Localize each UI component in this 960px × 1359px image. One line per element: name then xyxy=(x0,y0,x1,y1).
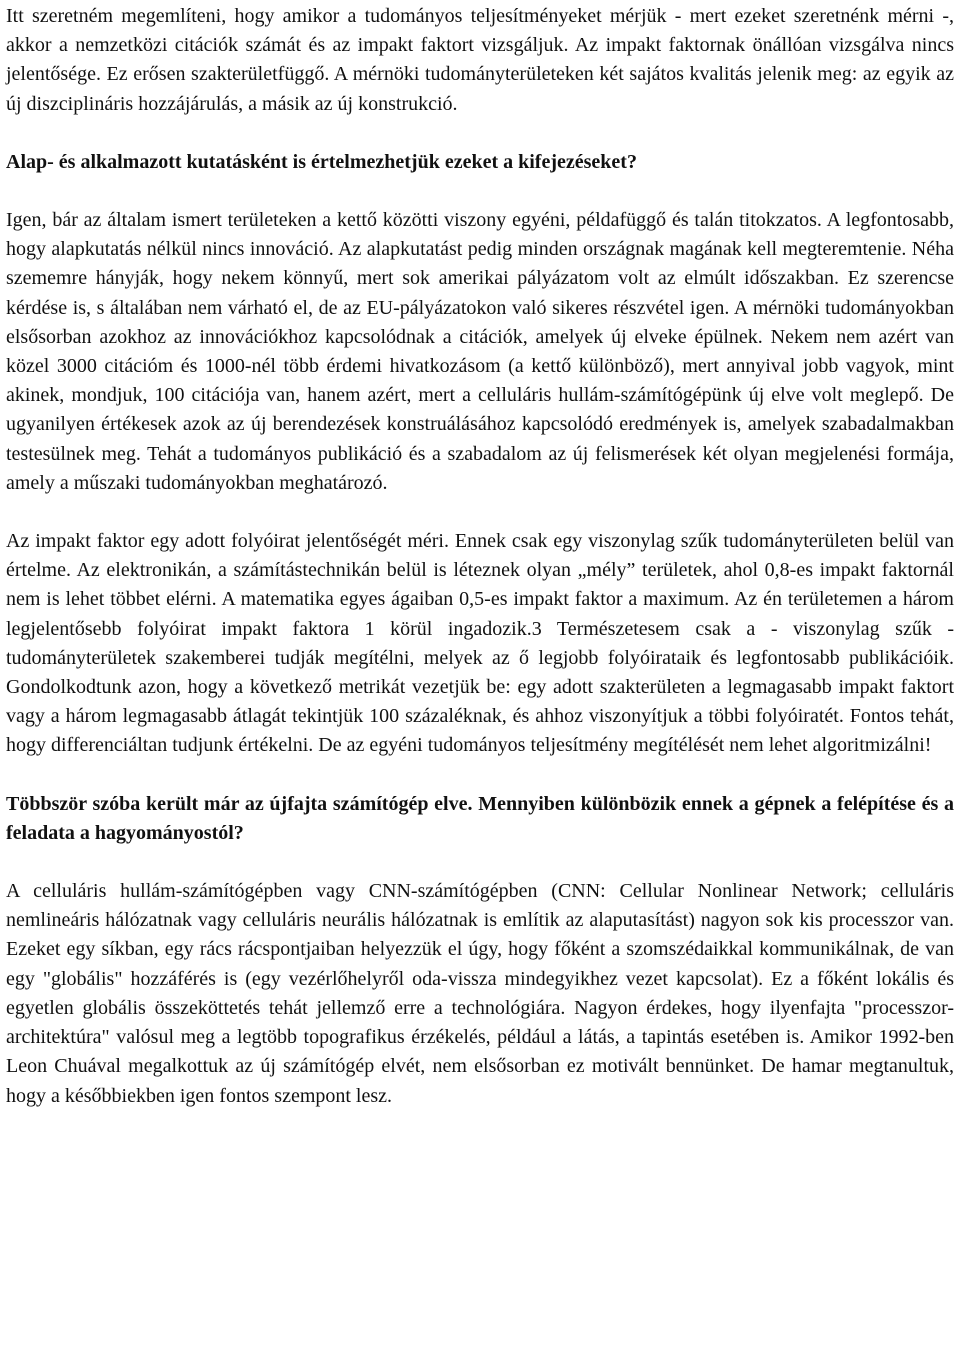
question-basic-applied-research: Alap- és alkalmazott kutatásként is értelmezhetjük ezeket a kifejezéseket? xyxy=(6,150,637,173)
paragraph-cellular-wave-computer: A celluláris hullám-számítógépben vagy CNN-számítógépben (CNN: Cellular Nonlinear Network; celluláris nemlineáris hálózatnak vagy celluláris neurális hálózatnak is említik az alaputasítást) nagyon sok kis processzor van. Ezeket egy síkban, egy rács rácspontjaiban helyezzük el úgy, hogy főként a szomszédaikkal kommunikálnak, de van egy "globális" hozzáférés is (egy vezérlőhelyről oda-vissza mindegyikhez vezet kapcsolat). Ez a főként lokális és egyetlen globális összeköttetés tehát jellemző erre a technológiára. Nagyon érdekes, hogy ilyenfajta "processzor-architektúra" valósul meg a legtöbb topografikus érzékelés, például a látás, a tapintás esetében is. Amikor 1992-ben Leon Chuával megalkottuk az új számítógép elvét, nem elsősorban ez motivált bennünket. De hamar megtanultuk, hogy a későbbiekben igen fontos szempont lesz. xyxy=(6,880,954,1107)
paragraph-citations-impact: Itt szeretném megemlíteni, hogy amikor a tudományos teljesítményeket mérjük - mert ezeket szeretnénk mérni -, akkor a nemzetközi citációk számát és az impakt faktort vizsgáljuk. Az impakt faktornak önállóan vizsgálva nincs jelentősége. Ez erősen szakterületfüggő. A mérnöki tudományterületeken két sajátos kvalitás jelenik meg: az egyik az új diszciplináris hozzájárulás, a másik az új konstrukció. xyxy=(6,5,954,115)
question-new-computer-principle: Többször szóba került már az újfajta számítógép elve. Mennyiben különbözik ennek a gépnek a felépítése és a feladata a hagyományostól? xyxy=(6,792,954,844)
document-page xyxy=(6,2,954,1111)
paragraph-impact-factor: Az impakt faktor egy adott folyóirat jelentőségét méri. Ennek csak egy viszonylag szűk tudományterületen belül van értelme. Az elektronikán, a számítástechnikán belül is léteznek olyan „mély” területek, ahol 0,8-es impakt faktornál nem is lehet többet elérni. A matematika egyes ágaiban 0,5-es impakt faktor a maximum. Az én területemen a három legjelentősebb folyóirat impakt faktora 1 körül ingadozik.3 Természetesem csak a - viszonylag szűk - tudományterületek szakemberei tudják megítélni, melyek az ő legjobb folyóirataik és legfontosabb publikációik. Gondolkodtunk azon, hogy a következő metrikát vezetjük be: egy adott szakterületen a legmagasabb impakt faktort vagy a három legmagasabb átlagát tekintjük 100 százaléknak, és ahhoz viszonyítjuk a többi folyóiratét. Fontos tehát, hogy differenciáltan tudjunk értékelni. De az egyéni tudományos teljesítmény megítélését nem lehet algoritmizálni! xyxy=(6,530,954,757)
paragraph-basic-research-innovation: Igen, bár az általam ismert területeken a kettő közötti viszony egyéni, példafüggő és talán titokzatos. A legfontosabb, hogy alapkutatás nélkül nincs innováció. Az alapkutatást pedig minden országnak magának kell megteremtenie. Néha szememre hányják, hogy nekem könnyű, mert sok amerikai pályázatom volt az elmúlt időszakban. Ez szerencse kérdése is, s általában nem várható el, de az EU-pályázatokon való sikeres részvétel igen. A mérnöki tudományokban elsősorban azokhoz az innovációkhoz kapcsolódnak a citációk, amelyek új elveke épülnek. Nekem nem azért van közel 3000 citációm és 1000-nél több érdemi hivatkozásom (a kettő különböző), mert annyival jobb vagyok, mint akinek, mondjuk, 100 citációja van, hanem azért, mert a celluláris hullám-számítógépünk új elve volt meglepő. De ugyanilyen értékesek azok az új berendezések konstruálásához kapcsolódó eredmények is, amelyek szabadalmakban testesülnek meg. Tehát a tudományos publikáció és a szabadalom az új felismerések két olyan megjelenési formája, amely a műszaki tudományokban meghatározó. xyxy=(6,209,954,494)
